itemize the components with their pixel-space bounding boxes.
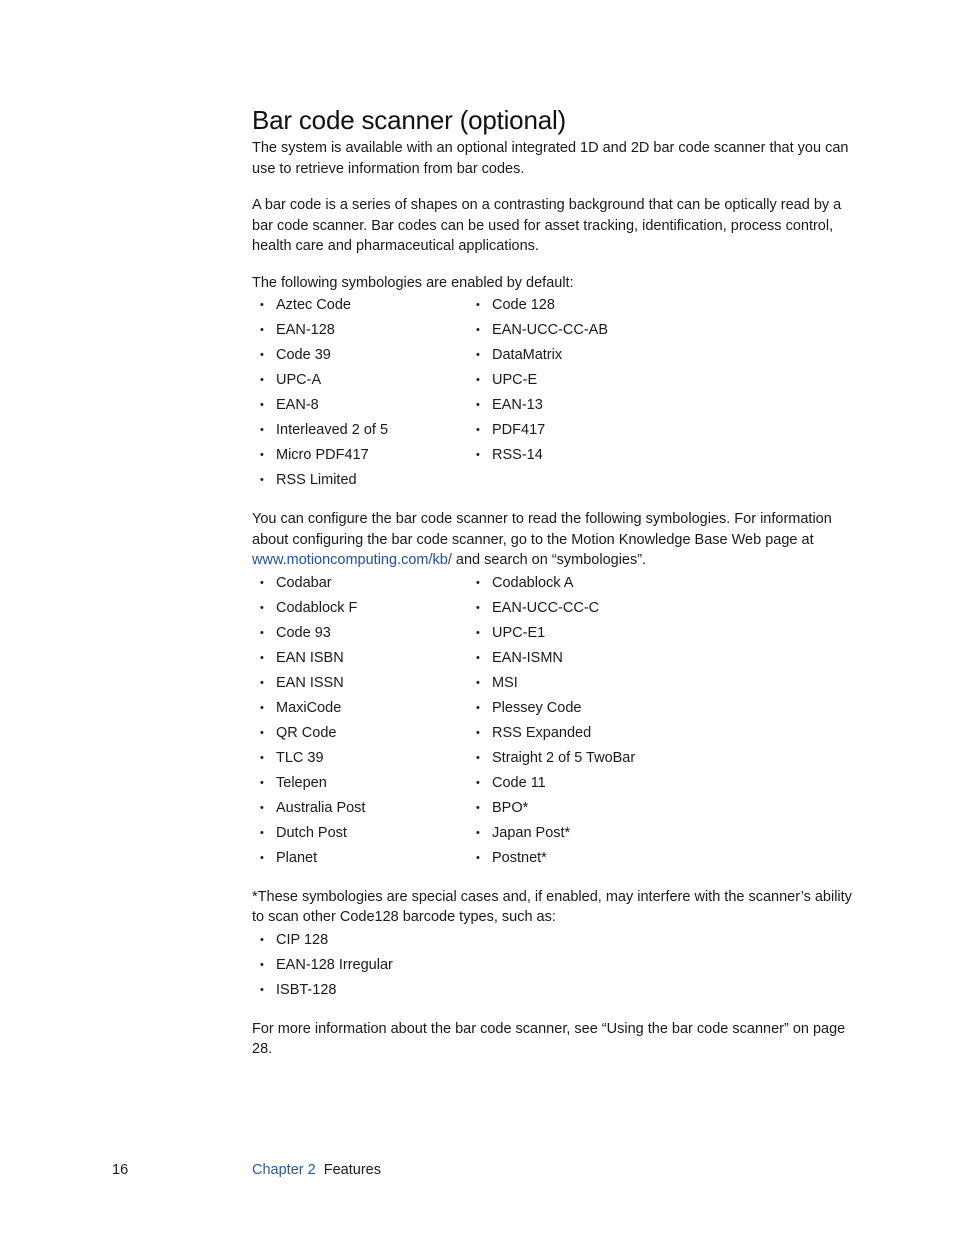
bullet-icon: • xyxy=(260,651,264,664)
configurable-symbology-item xyxy=(252,771,468,796)
configurable-symbology-item xyxy=(468,696,684,721)
configurable-symbology-item xyxy=(252,746,468,771)
list-item-label: Codablock A xyxy=(492,574,574,591)
list-item-label: EAN-UCC-CC-C xyxy=(492,599,600,616)
default-symbology-item xyxy=(252,368,468,393)
chapter-title: Features xyxy=(323,1162,381,1178)
page-title: Bar code scanner (optional) xyxy=(252,105,567,135)
bullet-icon: • xyxy=(476,776,480,789)
bullet-icon: • xyxy=(476,601,480,614)
bullet-icon: • xyxy=(260,776,264,789)
bullet-icon: • xyxy=(476,626,480,639)
configurable-symbology-item xyxy=(252,721,468,746)
configurable-symbology-item xyxy=(468,771,684,796)
bullet-icon: • xyxy=(476,424,480,436)
list-item-label: UPC-E xyxy=(492,372,538,388)
configurable-symbology-item xyxy=(252,846,468,871)
list-item-label: EAN-ISMN xyxy=(492,649,563,666)
list-item-label: RSS Expanded xyxy=(492,724,592,741)
bullet-icon: • xyxy=(476,399,480,411)
bullet-icon: • xyxy=(476,751,480,764)
configurable-symbology-list xyxy=(252,571,852,871)
configurable-symbology-item xyxy=(252,821,468,846)
bullet-icon: • xyxy=(260,933,264,946)
knowledge-base-link[interactable]: www.motioncomputing.com/kb/ xyxy=(252,552,452,568)
bullet-icon: • xyxy=(260,601,264,614)
list-item-label: EAN-128 Irregular xyxy=(276,956,393,973)
bullet-icon: • xyxy=(476,676,480,689)
bullet-icon: • xyxy=(476,801,480,814)
special-type-item xyxy=(252,978,852,1003)
default-symbology-item xyxy=(468,368,684,393)
list-item-label: MaxiCode xyxy=(276,699,342,716)
chapter-label: Chapter 2 xyxy=(252,1162,316,1178)
list-item-label: TLC 39 xyxy=(276,749,324,766)
list-item-label: MSI xyxy=(492,674,518,691)
configurable-symbology-item xyxy=(252,696,468,721)
bullet-icon: • xyxy=(476,726,480,739)
bullet-icon: • xyxy=(260,958,264,971)
list-item-label: Australia Post xyxy=(276,799,366,816)
bullet-icon: • xyxy=(476,374,480,386)
bullet-icon: • xyxy=(260,751,264,764)
bullet-icon: • xyxy=(260,801,264,814)
list-item-label: Plessey Code xyxy=(492,699,582,716)
list-item-label: Code 39 xyxy=(276,347,331,363)
list-item-label: EAN-128 xyxy=(276,322,335,338)
default-symbology-item xyxy=(468,393,684,418)
configure-paragraph xyxy=(252,509,852,571)
list-item-label: UPC-A xyxy=(276,372,322,388)
configure-text-before: You can configure the bar code scanner to read the following symbologies. For information about configuring the bar code scanner, go to the Motion Knowledge Base Web page at xyxy=(252,511,832,548)
configurable-symbology-item xyxy=(468,821,684,846)
special-types-list xyxy=(252,928,852,1003)
page-content xyxy=(252,102,852,1060)
bullet-icon: • xyxy=(260,324,264,336)
bullet-icon: • xyxy=(260,349,264,361)
configurable-symbology-item xyxy=(252,571,468,596)
list-item-label: EAN ISSN xyxy=(276,674,344,691)
bullet-icon: • xyxy=(260,701,264,714)
configurable-symbology-item xyxy=(468,796,684,821)
bullet-icon: • xyxy=(476,324,480,336)
bullet-icon: • xyxy=(260,449,264,461)
list-item-label: RSS-14 xyxy=(492,447,543,463)
bullet-icon: • xyxy=(476,299,480,311)
configurable-symbology-item xyxy=(468,621,684,646)
list-item-label: Telepen xyxy=(276,774,327,791)
bullet-icon: • xyxy=(476,851,480,864)
configurable-symbology-item xyxy=(252,646,468,671)
special-type-item xyxy=(252,953,852,978)
list-item-label: CIP 128 xyxy=(276,931,329,948)
list-item-label: DataMatrix xyxy=(492,347,563,363)
default-symbology-item xyxy=(252,393,468,418)
bullet-icon: • xyxy=(476,449,480,461)
configurable-symbology-item xyxy=(252,596,468,621)
default-symbology-item xyxy=(468,443,684,468)
configurable-symbology-item xyxy=(468,846,684,871)
list-item-label: PDF417 xyxy=(492,422,546,438)
list-item-label: Code 11 xyxy=(492,774,546,791)
list-item-label: UPC-E1 xyxy=(492,624,546,641)
bullet-icon: • xyxy=(260,474,264,486)
configurable-symbology-item xyxy=(468,571,684,596)
special-type-item xyxy=(252,928,852,953)
configurable-symbology-item xyxy=(468,746,684,771)
default-symbology-item xyxy=(252,293,468,318)
bullet-icon: • xyxy=(260,374,264,386)
default-symbology-item xyxy=(468,343,684,368)
default-symbology-item xyxy=(468,318,684,343)
bullet-icon: • xyxy=(260,851,264,864)
bullet-icon: • xyxy=(260,399,264,411)
definition-paragraph: A bar code is a series of shapes on a contrasting background that can be optically read by a bar code scanner. Bar codes can be used for asset tracking, identification, process control, health care and pharmaceutical applications. xyxy=(252,197,842,254)
configurable-symbology-item xyxy=(468,671,684,696)
page-number: 16 xyxy=(112,1162,129,1178)
list-item-label: Code 93 xyxy=(276,624,331,641)
configurable-symbology-item xyxy=(252,621,468,646)
bullet-icon: • xyxy=(476,701,480,714)
configurable-symbology-item xyxy=(468,596,684,621)
list-item-label: Interleaved 2 of 5 xyxy=(276,422,389,438)
list-item-label: Dutch Post xyxy=(276,824,347,841)
list-item-label: EAN-8 xyxy=(276,397,319,413)
chapter-footer xyxy=(252,1160,381,1180)
bullet-icon: • xyxy=(476,576,480,589)
default-symbology-item xyxy=(252,418,468,443)
list-item-label: QR Code xyxy=(276,724,337,741)
default-symbology-item xyxy=(468,418,684,443)
default-symbology-list xyxy=(252,293,852,493)
list-item-label: Straight 2 of 5 TwoBar xyxy=(492,749,636,766)
default-symbology-item xyxy=(252,443,468,468)
bullet-icon: • xyxy=(260,726,264,739)
bullet-icon: • xyxy=(260,626,264,639)
configurable-symbology-item xyxy=(468,646,684,671)
list-item-label: Micro PDF417 xyxy=(276,447,369,463)
bullet-icon: • xyxy=(476,349,480,361)
list-item-label: EAN-13 xyxy=(492,397,543,413)
bullet-icon: • xyxy=(260,676,264,689)
list-item-label: Codabar xyxy=(276,574,332,591)
bullet-icon: • xyxy=(260,299,264,311)
bullet-icon: • xyxy=(260,424,264,436)
more-info-paragraph: For more information about the bar code scanner, see “Using the bar code scanner” on page 28. xyxy=(252,1020,846,1057)
special-note: *These symbologies are special cases and, if enabled, may interfere with the scanner’s ability to scan other Code128 barcode types, such as: xyxy=(252,888,852,925)
list-item-label: Codablock F xyxy=(276,599,358,616)
list-item-label: EAN-UCC-CC-AB xyxy=(492,322,608,338)
list-item-label: EAN ISBN xyxy=(276,649,344,666)
list-item-label: Aztec Code xyxy=(276,297,351,313)
configurable-symbology-item xyxy=(468,721,684,746)
list-item-label: BPO* xyxy=(492,799,529,816)
configure-text-after: and search on “symbologies”. xyxy=(451,552,647,568)
list-item-label: Code 128 xyxy=(492,297,555,313)
list-item-label: Japan Post* xyxy=(492,824,571,841)
default-symbology-item xyxy=(252,318,468,343)
default-intro: The following symbologies are enabled by default: xyxy=(252,274,574,291)
default-symbology-item xyxy=(468,293,684,318)
bullet-icon: • xyxy=(476,651,480,664)
bullet-icon: • xyxy=(260,576,264,589)
list-item-label: Planet xyxy=(276,849,318,866)
configurable-symbology-item xyxy=(252,796,468,821)
default-symbology-item xyxy=(252,468,468,493)
configurable-symbology-item xyxy=(252,671,468,696)
default-symbology-item xyxy=(252,343,468,368)
list-item-label: ISBT-128 xyxy=(276,981,337,998)
bullet-icon: • xyxy=(260,826,264,839)
bullet-icon: • xyxy=(476,826,480,839)
intro-paragraph: The system is available with an optional integrated 1D and 2D bar code scanner that you can use to retrieve information from bar codes. xyxy=(252,140,849,177)
list-item-label: RSS Limited xyxy=(276,472,357,488)
list-item-label: Postnet* xyxy=(492,849,547,866)
bullet-icon: • xyxy=(260,983,264,996)
